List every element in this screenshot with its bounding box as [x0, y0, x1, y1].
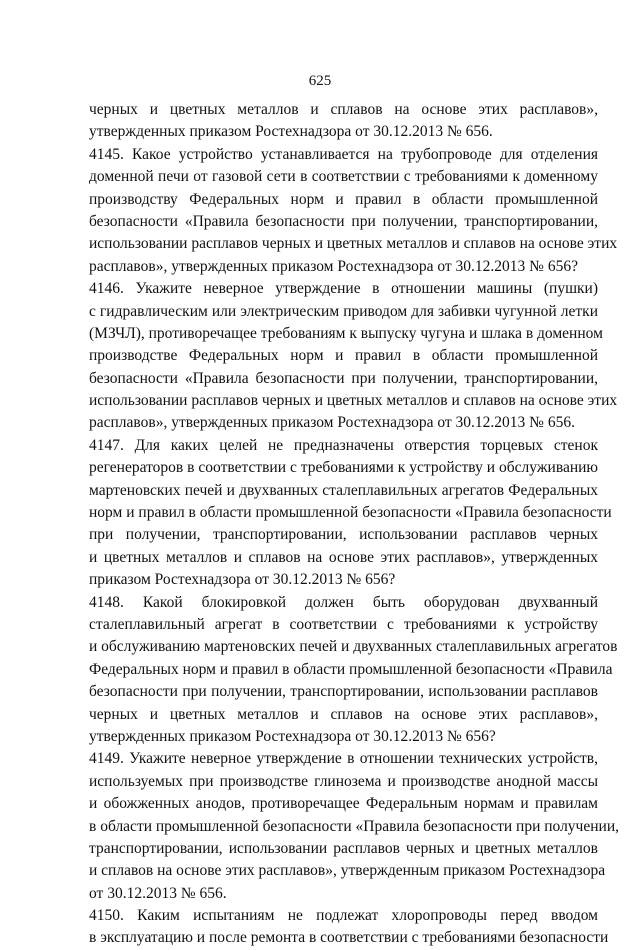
text-line: безопасности «Правила безопасности при получении, транспортировании, [89, 212, 598, 230]
text-line: регенераторов в соответствии с требованиями к устройству и обслуживанию [89, 459, 598, 477]
text-line: транспортировании, использовании расплавов черных и цветных металлов [89, 839, 598, 857]
text-line: расплавов», утвержденных приказом Ростехнадзора от 30.12.2013 № 656? [89, 257, 578, 275]
text-line: с гидравлическим или электрическим приводом для забивки чугунной летки [89, 302, 598, 320]
text-line: при получении, транспортировании, использовании расплавов черных [89, 526, 598, 544]
text-line: (МЗЧЛ), противоречащее требованиям к выпуску чугуна и шлака в доменном [89, 324, 603, 342]
text-line: 4148. Какой блокировкой должен быть оборудован двухванный [89, 593, 598, 611]
text-line: утвержденных приказом Ростехнадзора от 30.12.2013 № 656. [89, 123, 493, 141]
text-line: черных и цветных металлов и сплавов на основе этих расплавов», [89, 101, 598, 118]
text-line: 4147. Для каких целей не предназначены отверстия торцевых стенок [89, 436, 598, 454]
question-paragraph [89, 905, 609, 950]
text-line: утвержденных приказом Ростехнадзора от 30.12.2013 № 656? [89, 727, 496, 745]
text-line: расплавов», утвержденных приказом Ростехнадзора от 30.12.2013 № 656. [89, 414, 575, 432]
question-paragraph [89, 278, 618, 435]
text-line: 4145. Какое устройство устанавливается на трубопроводе для отделения [89, 145, 598, 163]
question-paragraph [89, 592, 618, 749]
document-body [89, 99, 619, 950]
text-line: производству Федеральных норм и правил в области промышленной [89, 190, 598, 208]
text-line: от 30.12.2013 № 656. [89, 884, 227, 902]
continued-paragraph [89, 99, 598, 144]
text-line: приказом Ростехнадзора от 30.12.2013 № 656? [89, 571, 396, 589]
text-line: черных и цветных металлов и сплавов на основе этих расплавов», [89, 705, 598, 723]
text-line: 4149. Укажите неверное утверждение в отношении технических устройств, [89, 750, 598, 768]
text-line: и сплавов на основе этих расплавов», утвержденным приказом Ростехнадзора [89, 862, 606, 880]
text-line: безопасности «Правила безопасности при получении, транспортировании, [89, 369, 598, 387]
text-line: использовании расплавов черных и цветных металлов и сплавов на основе этих [89, 235, 618, 253]
question-paragraph [89, 748, 619, 905]
text-line: использовании расплавов черных и цветных металлов и сплавов на основе этих [89, 392, 618, 410]
page-number: 625 [308, 73, 332, 89]
text-line: доменной печи от газовой сети в соответствии с требованиями к доменному [89, 168, 598, 186]
text-line: безопасности при получении, транспортировании, использовании расплавов [89, 683, 598, 701]
text-line: и обслуживанию мартеновских печей и двухванных сталеплавильных агрегатов [89, 638, 618, 656]
text-line: мартеновских печей и двухванных сталеплавильных агрегатов Федеральных [89, 481, 598, 499]
text-line: 4150. Каким испытаниям не подлежат хлоропроводы перед вводом [89, 907, 598, 925]
text-line: используемых при производстве глинозема и производстве анодной массы [89, 772, 598, 790]
text-line: производстве Федеральных норм и правил в области промышленной [89, 347, 598, 365]
text-line: сталеплавильный агрегат в соответствии с требованиями к устройству [89, 615, 598, 633]
text-line: в эксплуатацию и после ремонта в соответствии с требованиями безопасности [89, 929, 609, 947]
question-paragraph [89, 435, 612, 592]
question-paragraph [89, 144, 618, 278]
text-line: в области промышленной безопасности «Правила безопасности при получении, [89, 817, 619, 835]
text-line: и обожженных анодов, противоречащее Федеральным нормам и правилам [89, 795, 598, 813]
text-line: 4146. Укажите неверное утверждение в отношении машины (пушки) [89, 280, 598, 298]
text-line: норм и правил в области промышленной безопасности «Правила безопасности [89, 504, 612, 522]
text-line: Федеральных норм и правил в области промышленной безопасности «Правила [89, 660, 613, 678]
text-line: и цветных металлов и сплавов на основе этих расплавов», утвержденных [89, 548, 598, 566]
